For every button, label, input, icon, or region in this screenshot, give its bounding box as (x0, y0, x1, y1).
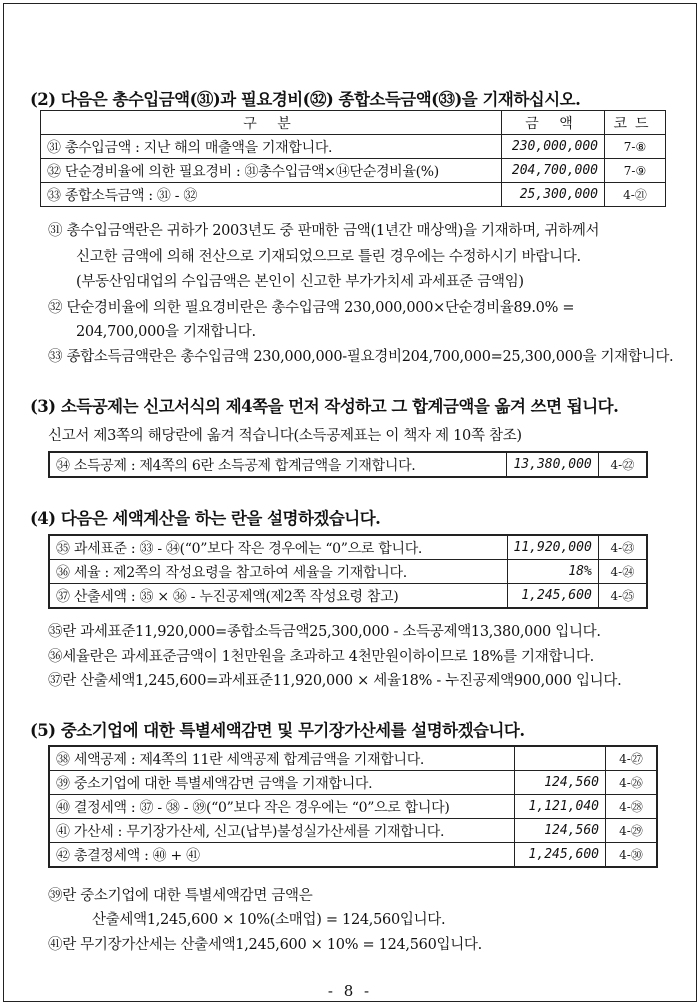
row-code: 7-⑨ (605, 159, 666, 183)
section-2-table (40, 110, 666, 207)
row-desc: ㊷ 총결정세액 : ㊵ + ㊶ (49, 843, 515, 868)
note-line: (부동산임대업의 수입금액은 본인이 신고한 부가가치세 과세표준 금액임) (76, 274, 524, 290)
row-desc: ㊱ 세율 : 제2쪽의 작성요령을 참고하여 세율을 기재합니다. (49, 560, 507, 584)
note-line: ㊶란 무기장가산세는 산출세액1,245,600 × 10% = 124,560입니다. (48, 937, 482, 953)
row-code: 4-㉕ (598, 584, 647, 609)
row-amount: 11,920,000 (507, 535, 598, 560)
note-line: ㉛ 총수입금액란은 귀하가 2003년도 중 판매한 금액(1년간 매상액)을 기재하며, 귀하께서 (48, 223, 600, 239)
row-amount: 25,300,000 (502, 183, 605, 207)
row-desc: ㊳ 세액공제 : 제4쪽의 11란 세액공제 합계금액을 기재합니다. (49, 746, 515, 771)
table-header-row (41, 111, 666, 135)
table-row (41, 135, 666, 159)
note-line: ㉝ 종합소득금액란은 총수입금액 230,000,000-필요경비204,700,000=25,300,000을 기재합니다. (48, 349, 674, 365)
table-row (49, 819, 657, 843)
row-desc: ㊵ 결정세액 : ㊲ - ㊳ - ㊴(“0”보다 작은 경우에는 “0”으로 합니다) (49, 795, 515, 819)
row-amount: 1,121,040 (515, 795, 606, 819)
row-code: 4-㉔ (598, 560, 647, 584)
table-row (49, 584, 647, 609)
row-amount: 18% (507, 560, 598, 584)
row-code: 4-㉗ (606, 746, 658, 771)
section-4-heading: (4) 다음은 세액계산을 하는 란을 설명하겠습니다. (30, 509, 381, 528)
row-desc: ㊲ 산출세액 : ㉟ × ㊱ - 누진공제액(제2쪽 작성요령 참고) (49, 584, 507, 609)
row-desc: ㉜ 단순경비율에 의한 필요경비 : ㉛총수입금액×⑭단순경비율(%) (41, 159, 502, 183)
note-line: 204,700,000을 기재합니다. (76, 324, 256, 340)
section-5-table (48, 745, 658, 868)
note-line: ㉟란 과세표준11,920,000=종합소득금액25,300,000 - 소득공제액13,380,000 입니다. (48, 624, 601, 640)
header-category: 구 분 (41, 111, 502, 135)
row-amount (515, 746, 606, 771)
row-code: 4-㉓ (598, 535, 647, 560)
row-amount: 124,560 (515, 819, 606, 843)
table-row (49, 843, 657, 868)
row-code: 4-㉑ (605, 183, 666, 207)
table-row (49, 452, 647, 477)
table-row (49, 771, 657, 795)
section-5-heading: (5) 중소기업에 대한 특별세액감면 및 무기장가산세를 설명하겠습니다. (30, 721, 525, 740)
header-code: 코드 (605, 111, 666, 135)
row-code: 4-㉙ (606, 819, 658, 843)
row-code: 7-⑧ (605, 135, 666, 159)
section-4-table (48, 534, 648, 609)
note-line: ㊲란 산출세액1,245,600=과세표준11,920,000 × 세율18% - 누진공제액900,000 입니다. (48, 673, 622, 689)
row-desc: ㉞ 소득공제 : 제4쪽의 6란 소득공제 합계금액을 기재합니다. (49, 452, 507, 477)
row-desc: ㉛ 총수입금액 : 지난 해의 매출액을 기재합니다. (41, 135, 502, 159)
row-desc: ㉝ 종합소득금액 : ㉛ - ㉜ (41, 183, 502, 207)
table-row (41, 183, 666, 207)
row-amount: 124,560 (515, 771, 606, 795)
row-amount: 1,245,600 (515, 843, 606, 868)
row-desc: ㉟ 과세표준 : ㉝ - ㉞(“0”보다 작은 경우에는 “0”으로 합니다. (49, 535, 507, 560)
row-desc: ㊴ 중소기업에 대한 특별세액감면 금액을 기재합니다. (49, 771, 515, 795)
page-number: - 8 - (327, 982, 373, 1000)
note-line: 신고한 금액에 의해 전산으로 기재되었으므로 틀린 경우에는 수정하시기 바랍니다. (76, 249, 581, 265)
note-line: 산출세액1,245,600 × 10%(소매업) = 124,560입니다. (92, 912, 446, 928)
row-code: 4-㉘ (606, 795, 658, 819)
section-2-heading: (2) 다음은 총수입금액(㉛)과 필요경비(㉜) 종합소득금액(㉝)을 기재하십시오. (30, 90, 581, 109)
note-line: ㊱세율란은 과세표준금액이 1천만원을 초과하고 4천만원이하이므로 18%를 기재합니다. (48, 649, 594, 665)
row-amount: 204,700,000 (502, 159, 605, 183)
table-row (49, 746, 657, 771)
row-amount: 230,000,000 (502, 135, 605, 159)
note-line: ㊴란 중소기업에 대한 특별세액감면 금액은 (48, 888, 313, 904)
table-row (49, 535, 647, 560)
row-amount: 13,380,000 (507, 452, 598, 477)
table-row (49, 560, 647, 584)
section-3-heading: (3) 소득공제는 신고서식의 제4쪽을 먼저 작성하고 그 합계금액을 옮겨 쓰면 됩니다. (30, 397, 619, 416)
table-row (41, 159, 666, 183)
header-amount: 금 액 (502, 111, 605, 135)
row-desc: ㊶ 가산세 : 무기장가산세, 신고(납부)불성실가산세를 기재합니다. (49, 819, 515, 843)
note-line: ㉜ 단순경비율에 의한 필요경비란은 총수입금액 230,000,000×단순경비율89.0% = (48, 300, 575, 316)
section-3-note: 신고서 제3쪽의 해당란에 옮겨 적습니다(소득공제표는 이 책자 제 10쪽 참조) (48, 428, 522, 444)
row-amount: 1,245,600 (507, 584, 598, 609)
section-3-table (48, 451, 648, 478)
table-row (49, 795, 657, 819)
row-code: 4-㉖ (606, 771, 658, 795)
row-code: 4-㉚ (606, 843, 658, 868)
row-code: 4-㉒ (598, 452, 647, 477)
